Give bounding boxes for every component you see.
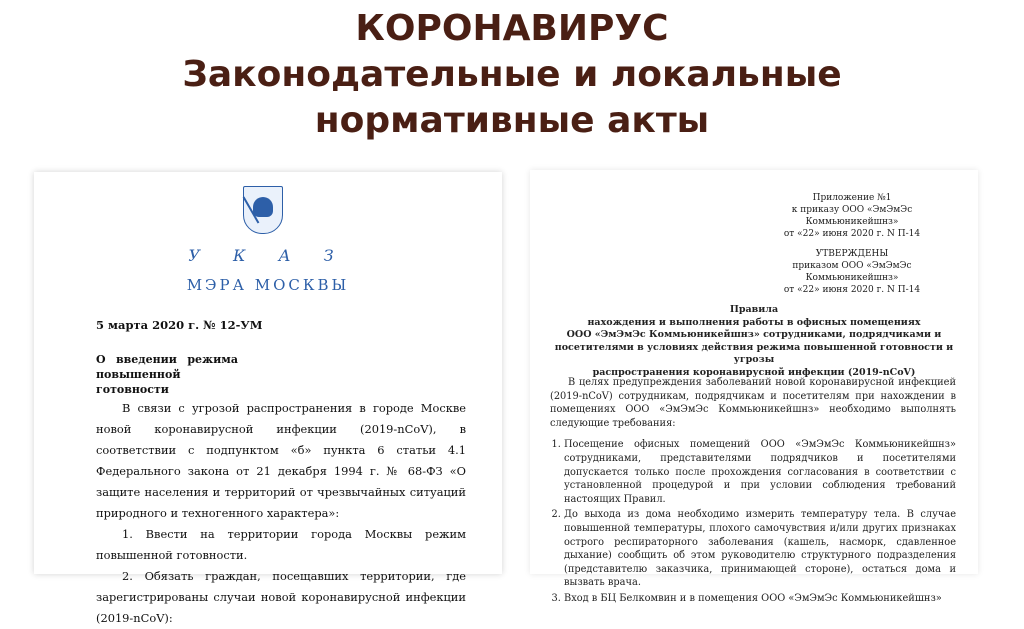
decree-issuer: МЭРА МОСКВЫ xyxy=(186,276,350,294)
moscow-coat-of-arms-icon xyxy=(243,186,283,234)
list-item: 3. Вход в БЦ Белкомвин и в помещения ООО «ЭмЭмЭс Коммьюникейшнз» xyxy=(564,592,956,606)
slide-title xyxy=(0,6,1024,144)
title-line-3: нормативные акты xyxy=(314,100,710,141)
title-line-1: КОРОНАВИРУС xyxy=(355,8,669,49)
list-item: 2. До выхода из дома необходимо измерить температуру тела. В случае повышенной температуры, плохого самочувствия и/или других признаках острого респираторного заболевания (кашель, насморк, сдавленное дыхание) сообщить об этом руководителю структурного подразделения (представителю заказчика, принимающей стороне), остаться дома и вызвать врача. xyxy=(564,508,956,590)
list-item: 1. Посещение офисных помещений ООО «ЭмЭмЭс Коммьюникейшнз» сотрудниками, представителями подрядчиков и посетителями допускается только после прохождения согласования в соответствии с установленной процедурой и при условии соблюдения требований настоящих Правил. xyxy=(564,438,956,506)
decree-subject: О введении режима повышенной готовности xyxy=(96,353,238,396)
decree-item-2: 2. Обязать граждан, посещавших территории, где зарегистрированы случаи новой коронавирусной инфекции (2019-nCoV): xyxy=(96,569,466,625)
rules-document xyxy=(530,170,978,604)
decree-date: 5 марта 2020 г. № 12-УМ xyxy=(96,318,263,332)
rules-intro: В целях предупреждения заболеваний новой коронавирусной инфекцией (2019-nCoV) сотрудникам, подрядчикам и посетителям при нахождении в помещениях ООО «ЭмЭмЭс Коммьюникейшнз» необходимо выполнять следующие требования: xyxy=(550,377,956,429)
rules-list xyxy=(550,438,956,605)
decree-document xyxy=(34,172,502,625)
title-line-2: Законодательные и локальные xyxy=(182,54,842,95)
approval-note: УТВЕРЖДЕНЫ приказом ООО «ЭмЭмЭс Коммьюникейшнз» от «22» июня 2020 г. N П-14 xyxy=(783,249,921,295)
decree-body xyxy=(96,398,466,629)
appendix-note: Приложение №1 к приказу ООО «ЭмЭмЭс Коммьюникейшнз» от «22» июня 2020 г. N П-14 xyxy=(783,193,921,239)
decree-item-1: 1. Ввести на территории города Москвы режим повышенной готовности. xyxy=(96,527,466,562)
rules-body xyxy=(550,376,956,608)
decree-paragraph: В связи с угрозой распространения в городе Москве новой коронавирусной инфекции (2019-nCoV), в соответствии с подпунктом «б» пункта 6 статьи 4.1 Федерального закона от 21 декабря 1994 г. № 68-ФЗ «О защите населения и территорий от чрезвычайных ситуаций природного и техногенного характера»: xyxy=(96,401,466,520)
rules-title: Правила нахождения и выполнения работы в офисных помещениях ООО «ЭмЭмЭс Коммьюникейшнз» сотрудниками, подрядчиками и посетителями в условиях действия режима повышенной готовности и угрозы распространения коронавирусной инфекции (2019-nCoV) xyxy=(554,304,954,378)
decree-heading: У К А З xyxy=(188,246,348,265)
